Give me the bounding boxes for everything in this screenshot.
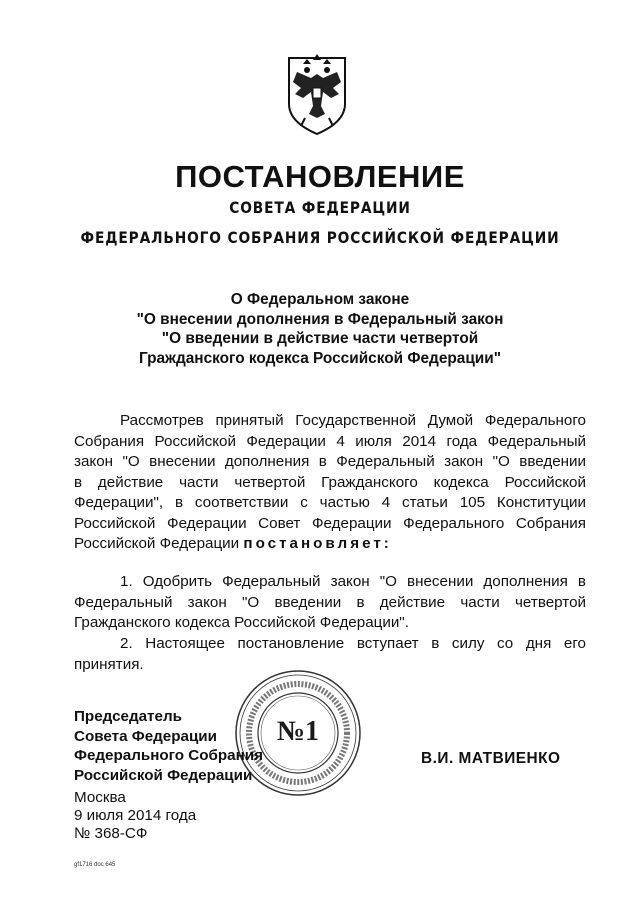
text-line-start: Российской Федерации (74, 535, 240, 552)
item-1-paragraph (74, 572, 586, 634)
text-line: Федеральный закон "О введении в действие части четвертой (74, 593, 586, 611)
place-and-date (74, 789, 196, 843)
signer-name: В.И. МАТВИЕНКО (421, 750, 561, 767)
text-line: принятия. (74, 655, 144, 673)
text-line: закон "О внесении дополнения в Федеральный закон "О введении (74, 453, 586, 470)
text-line-last (74, 534, 586, 555)
council-line-2: ФЕДЕРАЛЬНОГО СОБРАНИЯ РОССИЙСКОЙ ФЕДЕРАЦИИ (80, 228, 560, 247)
coat-of-arms-icon (283, 48, 351, 136)
subject-line: О Федеральном законе (230, 291, 410, 308)
text-line: Российской Федерации Совет Федерации Федерального Собрания (74, 514, 586, 532)
city: Москва (74, 789, 126, 806)
text-line: Гражданского кодекса Российской Федерации". (74, 614, 409, 631)
text-line: Федерации", в соответствии с частью 4 статьи 105 Конституции (74, 494, 586, 511)
seal-number: №1 (276, 716, 320, 747)
text-line: Собрания Российской Федерации 4 июля 2014 года Федеральный (74, 432, 586, 450)
signer-title (74, 707, 263, 785)
intro-paragraph (74, 411, 586, 555)
text-line: в действие части четвертой Гражданского кодекса Российской (74, 473, 586, 491)
signer-title-line: Совета Федерации (74, 727, 217, 745)
resolution-subject (100, 290, 540, 368)
signer-title-line: Российской Федерации (74, 766, 253, 784)
date: 9 июля 2014 года (74, 807, 197, 824)
footer-code: gf1716 doc 645 (74, 862, 116, 868)
council-line-1: СОВЕТА ФЕДЕРАЦИИ (229, 198, 411, 217)
subject-line: "О внесении дополнения в Федеральный закон (136, 310, 504, 328)
subject-line: Гражданского кодекса Российской Федерации" (138, 349, 502, 367)
signer-title-line: Федерального Собрания (74, 747, 263, 764)
signer-title-line: Председатель (74, 708, 182, 725)
text-line: Рассмотрев принятый Государственной Думой Федерального (120, 412, 586, 429)
document-number: № 368-СФ (74, 825, 148, 842)
text-line: 1. Одобрить Федеральный закон "О внесении дополнения в (120, 573, 586, 590)
subject-line: "О введении в действие части четвертой (161, 330, 479, 347)
text-line: 2. Настоящее постановление вступает в силу со дня его (120, 635, 586, 652)
document-type-title: ПОСТАНОВЛЕНИЕ (175, 159, 465, 194)
decree-word: постановляет: (243, 535, 392, 552)
